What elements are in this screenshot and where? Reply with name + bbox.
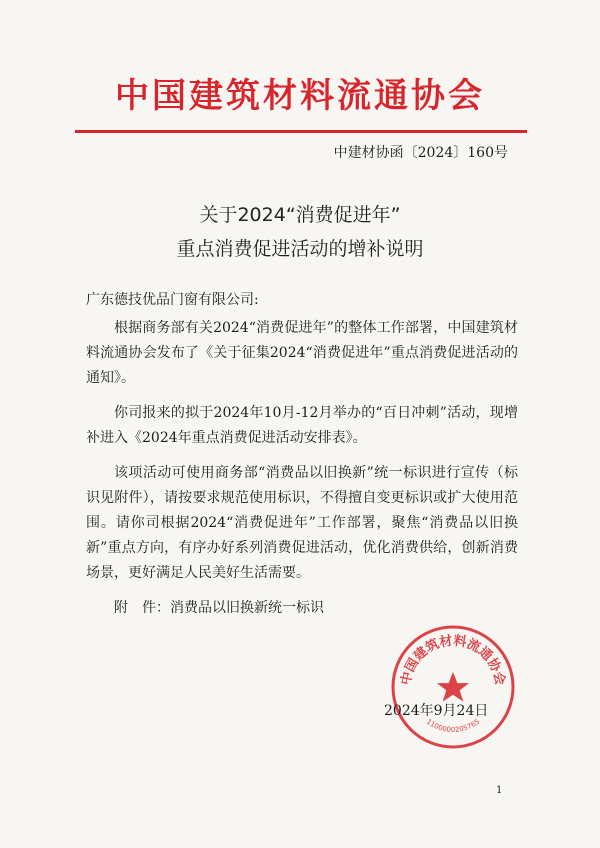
page-number: 1 <box>496 785 503 796</box>
paragraph-1: 根据商务部有关2024“消费促进年”的整体工作部署，中国建筑材料流通协会发布了《关于征集2024“消费促进年”重点消费促进活动的通知》。 <box>86 320 518 386</box>
document-subject <box>0 198 600 266</box>
paragraph-2: 你司报来的拟于2024年10月-12月举办的“百日冲刺”活动，现增补进入《2024年重点消费促进活动安排表》。 <box>86 405 518 446</box>
red-divider-line <box>75 130 527 133</box>
paragraph-3: 该项活动可使用商务部“消费品以旧换新”统一标识进行宣传（标识见附件），请按要求规范使用标识，不得擅自变更标识或扩大使用范围。请你司根据2024“消费促进年”工作部署，聚焦“消费品以旧换新”重点方向，有序办好系列消费促进活动，优化消费供给，创新消费场景，更好满足人民美好生活需要。 <box>86 465 518 581</box>
seal-serial: 1100000205765 <box>424 717 482 735</box>
letter-body <box>86 288 518 621</box>
document-date: 2024年9月24日 <box>384 703 489 719</box>
seal-text: 中国建筑材料流通协会 <box>398 633 508 687</box>
subject-line-2: 重点消费促进活动的增补说明 <box>176 238 424 260</box>
seal-star-icon <box>437 672 469 702</box>
attachment-note: 附 件：消费品以旧换新统一标识 <box>114 600 324 616</box>
official-seal-icon <box>388 622 518 752</box>
addressee: 广东德技优品门窗有限公司: <box>86 292 259 308</box>
document-number: 中建材协函〔2024〕160号 <box>333 145 508 161</box>
org-name-heading: 中国建筑材料流通协会 <box>115 76 485 116</box>
subject-line-1: 关于2024“消费促进年” <box>199 204 401 226</box>
